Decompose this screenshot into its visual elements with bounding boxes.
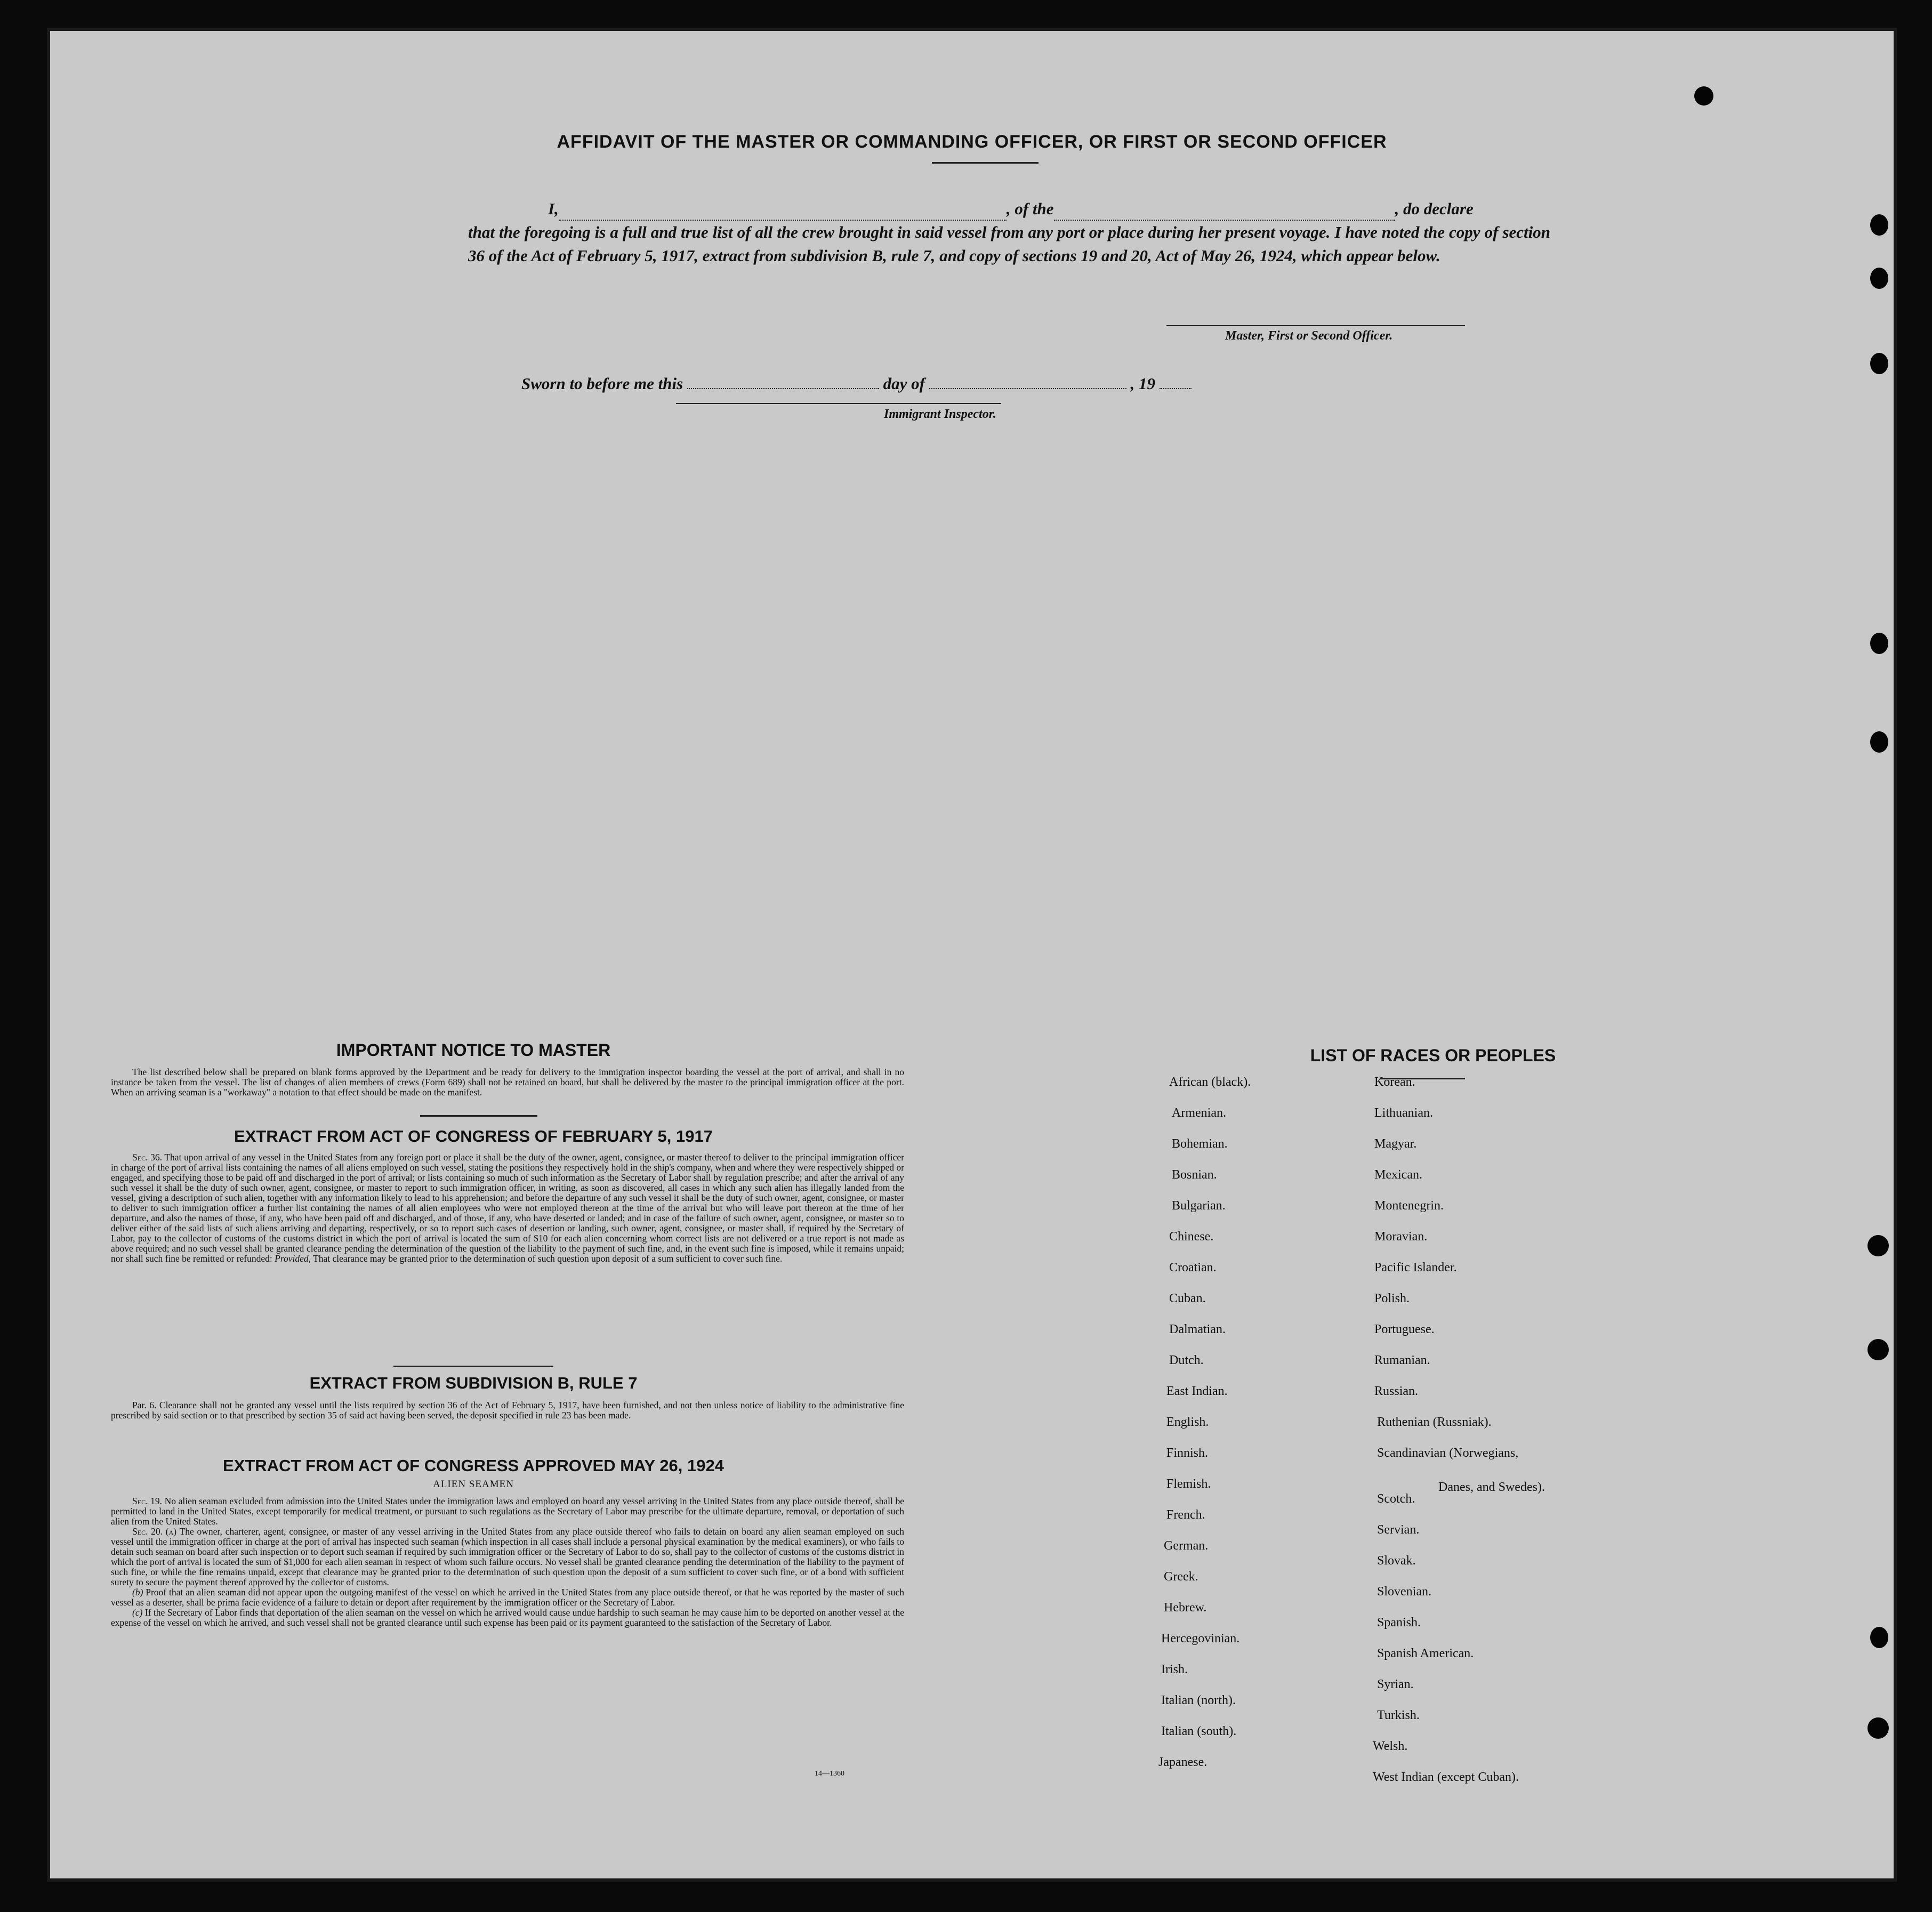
race-item: Rumanian. [1374,1353,1430,1367]
sec36-body: That upon arrival of any vessel in the United States from any foreign port or place it shall be the duty of the owner, agent, consignee, or master thereof to deliver to the principal immigration officer in charge of the port of arrival lists containing the names of all aliens employed on such vessel, stating the positions they respectively hold in the ship's company, when and where they were respectively shipped or engaged, and specifying those to be paid off and discharged in the port of arrival; or lists containing so much of such information as the Secretary of Labor shall by regulation prescribe; and after the arrival of any such vessel it shall be the duty of such owner, agent, consignee, or master to report to such immigration officer, in writing, as soon as discovered, all cases in which any such alien has illegally landed from the vessel, giving a description of such alien, together with any information likely to lead to his apprehension; and before the departure of any such vessel it shall be the duty of such owner, agent, consignee, or master to deliver to such immigration officer a further list containing the names of all alien employees who were not employed thereon at the time of the arrival but who will leave port thereon at the time of her departure, and also the names of those, if any, who have been paid off and discharged, and of those, if any, who have deserted or landed; and in case of the failure of such owner, agent, consignee, or master so to deliver either of the said lists of such aliens arriving and departing, respectively, or so to report such cases of desertion or landing, such owner, agent, consignee, or master shall, if required by the Secretary of Labor, pay to the collector of customs of the customs district in which the port of arrival is located the sum of $10 for each alien concerning whom correct lists are not delivered or a true report is not made as above required; and no such vessel shall be granted clearance pending the determination of the question of the liability to the payment of such fine, and, in the event such fine is imposed, while it remains unpaid; nor shall such fine be remitted or refunded: [111,1152,904,1264]
race-item: Scotch. [1377,1492,1415,1506]
race-item: Polish. [1374,1292,1410,1305]
punch-hole [1870,731,1888,753]
master-signature-label: Master, First or Second Officer. [1225,329,1393,343]
form-page [47,28,1897,1882]
inspector-signature-label: Immigrant Inspector. [884,407,996,421]
race-item: Dalmatian. [1169,1322,1226,1336]
race-item: English. [1166,1415,1209,1429]
race-item: Montenegrin. [1374,1199,1444,1213]
race-item: Portuguese. [1374,1322,1435,1336]
race-item: Korean. [1374,1075,1415,1089]
race-item: Italian (south). [1161,1724,1237,1738]
race-item: Pacific Islander. [1374,1261,1457,1274]
sec20a-body: The owner, charterer, agent, consignee, or master of any vessel arriving in the United States from any place outside thereof who fails to detain on board any alien seaman employed on such vessel until the immigration officer in charge at the port of arrival has inspected such seaman (which inspection in all cases shall include a personal physical examination by the medical examiners), or who fails to detain such seaman on board after such inspection or to deport such seaman if required by such immigration officer or the Secretary of Labor to do so, shall pay to the collector of customs of the customs district in which the port of arrival is located the sum of $1,000 for each alien seaman in respect of whom such failure occurs. No vessel shall be granted clearance pending the determination of the liability to the payment of such fine, or while the fine remains unpaid, except that clearance may be granted prior to the determination of such question upon the deposit of a sum sufficient to cover such fine, or of a bond with sufficient surety to secure the payment thereof approved by the collector of customs. [111,1526,905,1587]
races-title: LIST OF RACES OR PEOPLES [1310,1046,1556,1065]
race-item: Japanese. [1158,1755,1207,1769]
punch-hole [1870,633,1888,654]
title-underline [932,162,1039,164]
affidavit-of-the: , of the [1006,199,1054,218]
punch-hole [1867,1717,1889,1739]
race-item: Flemish. [1166,1477,1211,1491]
affidavit-body [468,197,1550,268]
notice-divider [420,1115,537,1117]
sec20b-body: Proof that an alien seaman did not appear upon the outgoing manifest of the vessel on which he arrived in the United States from any place outside thereof, or that he was reported by the master of such vessel as a deserter, shall be prima facie evidence of a failure to detain or deport after requirement by the immigration officer or the Secretary of Labor. [111,1587,904,1608]
race-item: Italian (north). [1161,1693,1236,1707]
race-item: Ruthenian (Russniak). [1377,1415,1492,1429]
notice-body: The list described below shall be prepared on blank forms approved by the Department and be ready for delivery to the immigration inspector boarding the vessel at the port of arrival, and shall in no instance be taken from the vessel. The list of changes of alien members of crews (Form 689) shall not be retained on board, but shall be delivered by the master to the principal immigration officer at the port. When an arriving seaman is a "workaway" a notation to that effect should be made on the manifest. [111,1067,904,1098]
punch-hole [1694,86,1713,106]
notice-title: IMPORTANT NOTICE TO MASTER [336,1040,611,1060]
sec19-label: Sec. 19. [132,1496,162,1506]
race-item: French. [1166,1508,1205,1522]
race-item: Servian. [1377,1523,1420,1537]
sec19-body: No alien seaman excluded from admission into the United States under the immigration laws and employed on board any vessel arriving in the United States from any place outside thereof, shall be permitted to land in the United States, except temporarily for medical treatment, or pursuant to such regulations as the Secretary of Labor may prescribe for the ultimate departure, removal, or deportation of such alien from the United States. [111,1496,904,1527]
subdivision-b-title: EXTRACT FROM SUBDIVISION B, RULE 7 [309,1374,638,1392]
sec20a-paragraph [111,1527,904,1587]
proviso-label: Provided, [275,1253,311,1264]
punch-hole [1867,1339,1889,1360]
sworn-line [521,374,1192,393]
race-item: Welsh. [1373,1739,1408,1753]
affidavit-title: AFFIDAVIT OF THE MASTER OR COMMANDING OFFICER, OR FIRST OR SECOND OFFICER [557,132,1387,152]
subdivision-b-text [111,1400,904,1421]
race-item: Russian. [1374,1384,1419,1398]
race-item: Spanish. [1377,1616,1421,1629]
punch-hole [1867,1235,1889,1256]
race-item: Syrian. [1377,1677,1414,1691]
race-item: Spanish American. [1377,1647,1474,1660]
sworn-day-field[interactable] [687,375,879,389]
race-item: Dutch. [1169,1353,1204,1367]
sworn-day-label: day of [883,374,925,393]
extract-1924-text [111,1496,904,1628]
race-item: Irish. [1161,1663,1188,1676]
race-item: Scandinavian (Norwegians, [1377,1446,1519,1460]
race-item: Moravian. [1374,1230,1428,1244]
sec19-paragraph [111,1496,904,1527]
extract-1917-text [111,1152,904,1264]
affidavit-do-declare: , do declare [1395,199,1474,218]
race-item: Slovak. [1377,1554,1416,1568]
race-item: Greek. [1164,1570,1198,1584]
sec20c-body: If the Secretary of Labor finds that deportation of the alien seaman on the vessel on which he arrived would cause undue hardship to such seaman he may cause him to be deported on another vessel at the expense of the vessel on which he arrived, and such vessel shall not be granted clearance until such expense has been paid or its payment guaranteed to the satisfaction of the Secretary of Labor. [111,1607,905,1628]
race-item: Bosnian. [1172,1168,1217,1182]
punch-hole [1870,268,1888,289]
race-item: Armenian. [1172,1106,1226,1120]
race-item: Hercegovinian. [1161,1632,1240,1645]
sec36-label: Sec. 36. [132,1152,162,1163]
sec20a-label: Sec. 20. (a) [132,1526,177,1537]
section-divider [393,1366,553,1367]
subdivision-b-body: Par. 6. Clearance shall not be granted any vessel until the lists required by section 36 of the Act of February 5, 1917, have been furnished, and not then unless notice of liability to the administrative fine prescribed by said section or to that prescribed by section 35 of said act having been served, the deposit specified in rule 23 has been made. [111,1400,904,1421]
race-item: East Indian. [1166,1384,1228,1398]
race-item: Finnish. [1166,1446,1209,1460]
affidavit-i: I, [548,199,559,218]
sec20b-paragraph [111,1587,904,1608]
sworn-month-field[interactable] [929,375,1126,389]
sec20c-label: (c) [132,1607,143,1618]
race-item: Slovenian. [1377,1585,1431,1599]
race-item: Croatian. [1169,1261,1217,1274]
race-item: Cuban. [1169,1292,1206,1305]
punch-hole [1870,214,1888,236]
race-item: West Indian (except Cuban). [1373,1770,1519,1784]
race-item: German. [1164,1539,1209,1553]
sworn-prefix: Sworn to before me this [521,374,683,393]
sworn-year-label: , 19 [1130,374,1155,393]
race-item: Bohemian. [1172,1137,1228,1151]
master-signature-line [1166,325,1465,326]
alien-seamen-subtitle: ALIEN SEAMEN [433,1479,514,1490]
race-item: Turkish. [1377,1708,1420,1722]
form-number: 14—1360 [815,1770,844,1778]
race-item: Magyar. [1374,1137,1417,1151]
race-item: Mexican. [1374,1168,1422,1182]
sec20b-label: (b) [132,1587,143,1598]
race-item: Hebrew. [1164,1601,1207,1615]
sec20c-paragraph [111,1608,904,1628]
punch-hole [1870,1627,1888,1648]
extract-1917-title: EXTRACT FROM ACT OF CONGRESS OF FEBRUARY 5, 1917 [234,1127,713,1145]
punch-hole [1870,353,1888,374]
affidavit-text: that the foregoing is a full and true list of all the crew brought in said vessel from any port or place during her present voyage. I have noted the copy of section 36 of the Act of February 5, 1917, extract from subdivision B, rule 7, and copy of sections 19 and 20, Act of May 26, 1924, which appear below. [468,223,1550,265]
extract-1924-title: EXTRACT FROM ACT OF CONGRESS APPROVED MAY 26, 1924 [223,1456,724,1475]
race-item: Chinese. [1169,1230,1214,1244]
notice-text [111,1067,904,1098]
sworn-year-field[interactable] [1160,375,1192,389]
proviso-body: That clearance may be granted prior to the determination of such question upon deposit of a sum sufficient to cover such fine. [313,1253,783,1264]
race-item: African (black). [1169,1075,1251,1089]
race-scandinavian-line2: Danes, and Swedes). [1438,1480,1545,1494]
inspector-signature-line [676,403,1001,404]
race-item: Lithuanian. [1374,1106,1433,1120]
vessel-field[interactable] [1054,204,1395,221]
name-field[interactable] [559,204,1007,221]
race-item: Bulgarian. [1172,1199,1226,1213]
